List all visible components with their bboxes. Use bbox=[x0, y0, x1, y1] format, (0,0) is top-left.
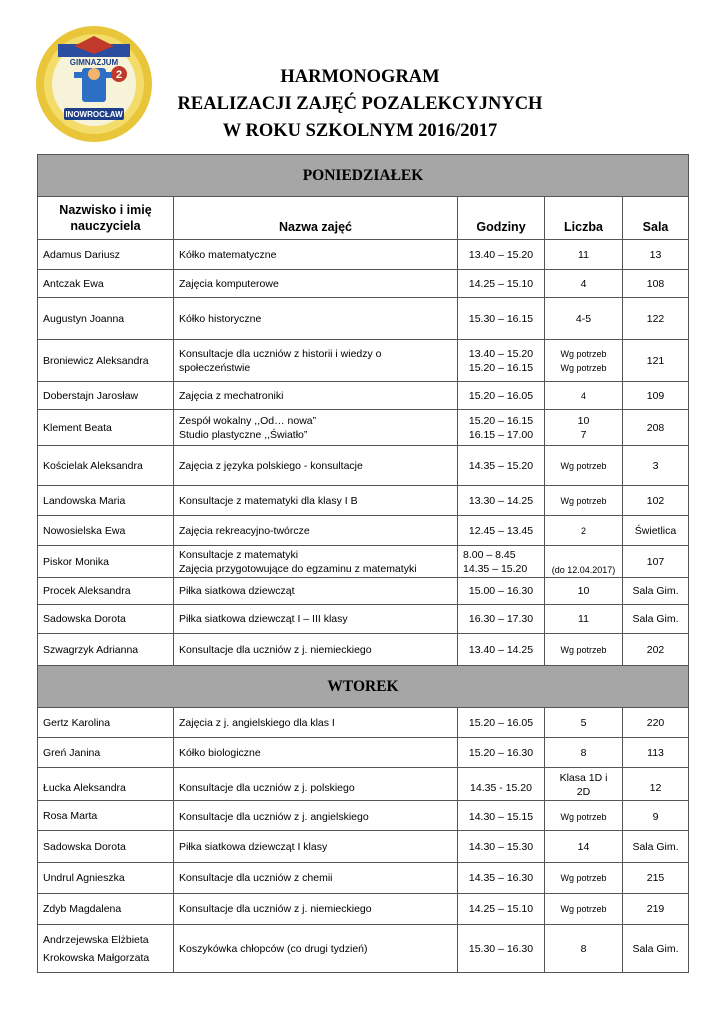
participant-count bbox=[545, 768, 623, 801]
room: Sala Gim. bbox=[623, 605, 689, 634]
room: Świetlica bbox=[623, 516, 689, 546]
logo-number: 2 bbox=[115, 69, 123, 81]
activity-name: Piłka siatkowa dziewcząt I klasy bbox=[174, 831, 458, 863]
activity-name: Zajęcia z mechatroniki bbox=[174, 382, 458, 410]
teacher-name: Nowosielska Ewa bbox=[38, 516, 174, 546]
hours: 14.30 – 15.30 bbox=[458, 831, 545, 863]
title-line-1: HARMONOGRAM bbox=[280, 67, 440, 87]
activity-name bbox=[174, 340, 458, 382]
room: Sala Gim. bbox=[623, 578, 689, 605]
table-row bbox=[38, 298, 689, 340]
room: 202 bbox=[623, 634, 689, 666]
hours: 14.35 - 15.20 bbox=[458, 768, 545, 801]
room: 219 bbox=[623, 894, 689, 925]
activity-line-2: społeczeństwie bbox=[179, 361, 251, 374]
teacher-name: Greń Janina bbox=[38, 738, 174, 768]
room: 12 bbox=[623, 768, 689, 801]
hours: 14.30 – 15.15 bbox=[458, 801, 545, 831]
table-row bbox=[38, 340, 689, 382]
day-label-tuesday: WTOREK bbox=[38, 666, 689, 708]
teacher-name: Klement Beata bbox=[38, 410, 174, 446]
hours: 14.35 – 15.20 bbox=[458, 446, 545, 486]
activity-name: Zajęcia komputerowe bbox=[174, 270, 458, 298]
room: 3 bbox=[623, 446, 689, 486]
table-row bbox=[38, 925, 689, 973]
table-row bbox=[38, 270, 689, 298]
participant-count: Wg potrzeb bbox=[545, 486, 623, 516]
activity-name: Koszykówka chłopców (co drugi tydzień) bbox=[174, 925, 458, 973]
participant-count: 4 bbox=[545, 382, 623, 410]
table-row bbox=[38, 516, 689, 546]
hours: 14.25 – 15.10 bbox=[458, 894, 545, 925]
room: Sala Gim. bbox=[623, 831, 689, 863]
schedule-table bbox=[37, 154, 689, 973]
participant-count: Wg potrzeb bbox=[545, 894, 623, 925]
hours: 15.00 – 16.30 bbox=[458, 578, 545, 605]
hours: 14.25 – 15.10 bbox=[458, 270, 545, 298]
room: 121 bbox=[623, 340, 689, 382]
logo-top-text: GIMNAZJUM bbox=[69, 58, 119, 67]
activity-name: Konsultacje dla uczniów z chemii bbox=[174, 863, 458, 894]
participant-count: 11 bbox=[545, 605, 623, 634]
room: 122 bbox=[623, 298, 689, 340]
participant-count: 10 bbox=[545, 578, 623, 605]
header-name-line-1: Nazwisko i imię bbox=[59, 203, 152, 217]
document-title bbox=[160, 64, 560, 145]
header-name bbox=[38, 197, 174, 240]
hours bbox=[458, 340, 545, 382]
activity-name: Konsultacje dla uczniów z j. niemieckiego bbox=[174, 634, 458, 666]
header-room: Sala bbox=[623, 197, 689, 240]
room: 109 bbox=[623, 382, 689, 410]
room: 113 bbox=[623, 738, 689, 768]
activity-name: Zajęcia rekreacyjno-twórcze bbox=[174, 516, 458, 546]
hours: 13.40 – 15.20 bbox=[458, 240, 545, 270]
teacher-name bbox=[38, 925, 174, 973]
teacher-name: Landowska Maria bbox=[38, 486, 174, 516]
participant-count: 8 bbox=[545, 738, 623, 768]
count-line-1: Klasa 1D i bbox=[559, 772, 608, 784]
teacher-name: Sadowska Dorota bbox=[38, 831, 174, 863]
hours: 16.30 – 17.30 bbox=[458, 605, 545, 634]
table-row bbox=[38, 410, 689, 446]
activity-name: Piłka siatkowa dziewcząt bbox=[174, 578, 458, 605]
table-row bbox=[38, 863, 689, 894]
participant-count: 2 bbox=[545, 516, 623, 546]
teacher-name: Antczak Ewa bbox=[38, 270, 174, 298]
room: 102 bbox=[623, 486, 689, 516]
participant-count: 5 bbox=[545, 708, 623, 738]
table-row bbox=[38, 605, 689, 634]
activity-line-1: Zespół wokalny ,,Od… nowa” bbox=[179, 414, 317, 427]
participant-count: Wg potrzeb bbox=[545, 634, 623, 666]
hours-line-1: 15.20 – 16.15 bbox=[468, 414, 534, 427]
room: 13 bbox=[623, 240, 689, 270]
table-row bbox=[38, 546, 689, 578]
day-row-tuesday bbox=[38, 666, 689, 708]
activity-name: Konsultacje dla uczniów z j. polskiego bbox=[174, 768, 458, 801]
hours-line-1: 8.00 – 8.45 bbox=[463, 548, 516, 561]
table-row bbox=[38, 801, 689, 831]
count-line-1: Wg potrzeb bbox=[560, 348, 607, 359]
room: 215 bbox=[623, 863, 689, 894]
teacher-name: Undrul Agnieszka bbox=[38, 863, 174, 894]
teacher-name-line-1: Andrzejewska Elżbieta bbox=[43, 933, 149, 946]
activity-line-2: Studio plastyczne ,,Światło” bbox=[179, 428, 308, 441]
table-row bbox=[38, 634, 689, 666]
activity-name: Kółko historyczne bbox=[174, 298, 458, 340]
logo-bottom-text: INOWROCŁAW bbox=[65, 110, 123, 119]
teacher-name: Rosa Marta bbox=[38, 801, 174, 831]
header-row bbox=[38, 197, 689, 240]
teacher-name: Augustyn Joanna bbox=[38, 298, 174, 340]
hours bbox=[458, 546, 545, 578]
hours: 15.30 – 16.30 bbox=[458, 925, 545, 973]
activity-name: Konsultacje dla uczniów z j. angielskiego bbox=[174, 801, 458, 831]
teacher-name: Kościelak Aleksandra bbox=[38, 446, 174, 486]
header-hours: Godziny bbox=[458, 197, 545, 240]
activity-name bbox=[174, 410, 458, 446]
participant-count: 4 bbox=[545, 270, 623, 298]
teacher-name: Piskor Monika bbox=[38, 546, 174, 578]
participant-count: 8 bbox=[545, 925, 623, 973]
activity-name bbox=[174, 546, 458, 578]
table-row bbox=[38, 578, 689, 605]
hours bbox=[458, 410, 545, 446]
school-logo bbox=[34, 24, 154, 144]
participant-count bbox=[545, 410, 623, 446]
activity-name: Kółko biologiczne bbox=[174, 738, 458, 768]
activity-name: Zajęcia z j. angielskiego dla klas I bbox=[174, 708, 458, 738]
table-row bbox=[38, 240, 689, 270]
header-activity: Nazwa zajęć bbox=[174, 197, 458, 240]
table-row bbox=[38, 486, 689, 516]
room: 108 bbox=[623, 270, 689, 298]
room: 9 bbox=[623, 801, 689, 831]
teacher-name: Procek Aleksandra bbox=[38, 578, 174, 605]
hours-line-2: 14.35 – 15.20 bbox=[463, 562, 528, 575]
table-row bbox=[38, 738, 689, 768]
hours: 15.20 – 16.30 bbox=[458, 738, 545, 768]
hours-line-2: 16.15 – 17.00 bbox=[468, 428, 534, 441]
teacher-name: Zdyb Magdalena bbox=[38, 894, 174, 925]
count-line-2: Wg potrzeb bbox=[560, 362, 607, 373]
hours: 15.20 – 16.05 bbox=[458, 382, 545, 410]
table-row bbox=[38, 894, 689, 925]
participant-count bbox=[545, 340, 623, 382]
room: 107 bbox=[623, 546, 689, 578]
hours: 14.35 – 16.30 bbox=[458, 863, 545, 894]
table-row bbox=[38, 768, 689, 801]
activity-name: Konsultacje dla uczniów z j. niemieckiego bbox=[174, 894, 458, 925]
header-count: Liczba bbox=[545, 197, 623, 240]
hours: 15.20 – 16.05 bbox=[458, 708, 545, 738]
room: 220 bbox=[623, 708, 689, 738]
activity-name: Konsultacje z matematyki dla klasy I B bbox=[174, 486, 458, 516]
hours: 13.40 – 14.25 bbox=[458, 634, 545, 666]
hours: 12.45 – 13.45 bbox=[458, 516, 545, 546]
activity-line-1: Konsultacje z matematyki bbox=[179, 548, 299, 561]
participant-count: 14 bbox=[545, 831, 623, 863]
activity-line-1: Konsultacje dla uczniów z historii i wiedzy o bbox=[179, 347, 382, 360]
hours-line-1: 13.40 – 15.20 bbox=[468, 347, 534, 360]
activity-line-2: Zajęcia przygotowujące do egzaminu z matematyki bbox=[179, 562, 417, 575]
hours-line-2: 15.20 – 16.15 bbox=[468, 361, 534, 374]
title-line-2: REALIZACJI ZAJĘĆ POZALEKCYJNYCH bbox=[177, 94, 543, 114]
table-row bbox=[38, 446, 689, 486]
teacher-name: Broniewicz Aleksandra bbox=[38, 340, 174, 382]
room: Sala Gim. bbox=[623, 925, 689, 973]
teacher-name-line-2: Krokowska Małgorzata bbox=[43, 951, 150, 964]
activity-name: Piłka siatkowa dziewcząt I – III klasy bbox=[174, 605, 458, 634]
table-row bbox=[38, 708, 689, 738]
count-line-2: 7 bbox=[580, 428, 587, 441]
teacher-name: Adamus Dariusz bbox=[38, 240, 174, 270]
hours: 15.30 – 16.15 bbox=[458, 298, 545, 340]
room: 208 bbox=[623, 410, 689, 446]
participant-count: 11 bbox=[545, 240, 623, 270]
teacher-name: Sadowska Dorota bbox=[38, 605, 174, 634]
day-label-monday: PONIEDZIAŁEK bbox=[38, 155, 689, 197]
participant-count: (do 12.04.2017) bbox=[545, 546, 623, 578]
teacher-name: Gertz Karolina bbox=[38, 708, 174, 738]
participant-count: Wg potrzeb bbox=[545, 446, 623, 486]
table-row bbox=[38, 382, 689, 410]
teacher-name: Doberstajn Jarosław bbox=[38, 382, 174, 410]
activity-name: Zajęcia z języka polskiego - konsultacje bbox=[174, 446, 458, 486]
teacher-name: Szwagrzyk Adrianna bbox=[38, 634, 174, 666]
participant-count: Wg potrzeb bbox=[545, 863, 623, 894]
count-line-2: 2D bbox=[576, 786, 591, 798]
title-line-3: W ROKU SZKOLNYM 2016/2017 bbox=[222, 121, 498, 141]
header-name-line-2: nauczyciela bbox=[70, 219, 141, 233]
activity-name: Kółko matematyczne bbox=[174, 240, 458, 270]
day-row-monday bbox=[38, 155, 689, 197]
participant-count: 4-5 bbox=[545, 298, 623, 340]
count-line-1: 10 bbox=[577, 414, 590, 427]
hours: 13.30 – 14.25 bbox=[458, 486, 545, 516]
participant-count: Wg potrzeb bbox=[545, 801, 623, 831]
table-row bbox=[38, 831, 689, 863]
teacher-name: Łucka Aleksandra bbox=[38, 768, 174, 801]
